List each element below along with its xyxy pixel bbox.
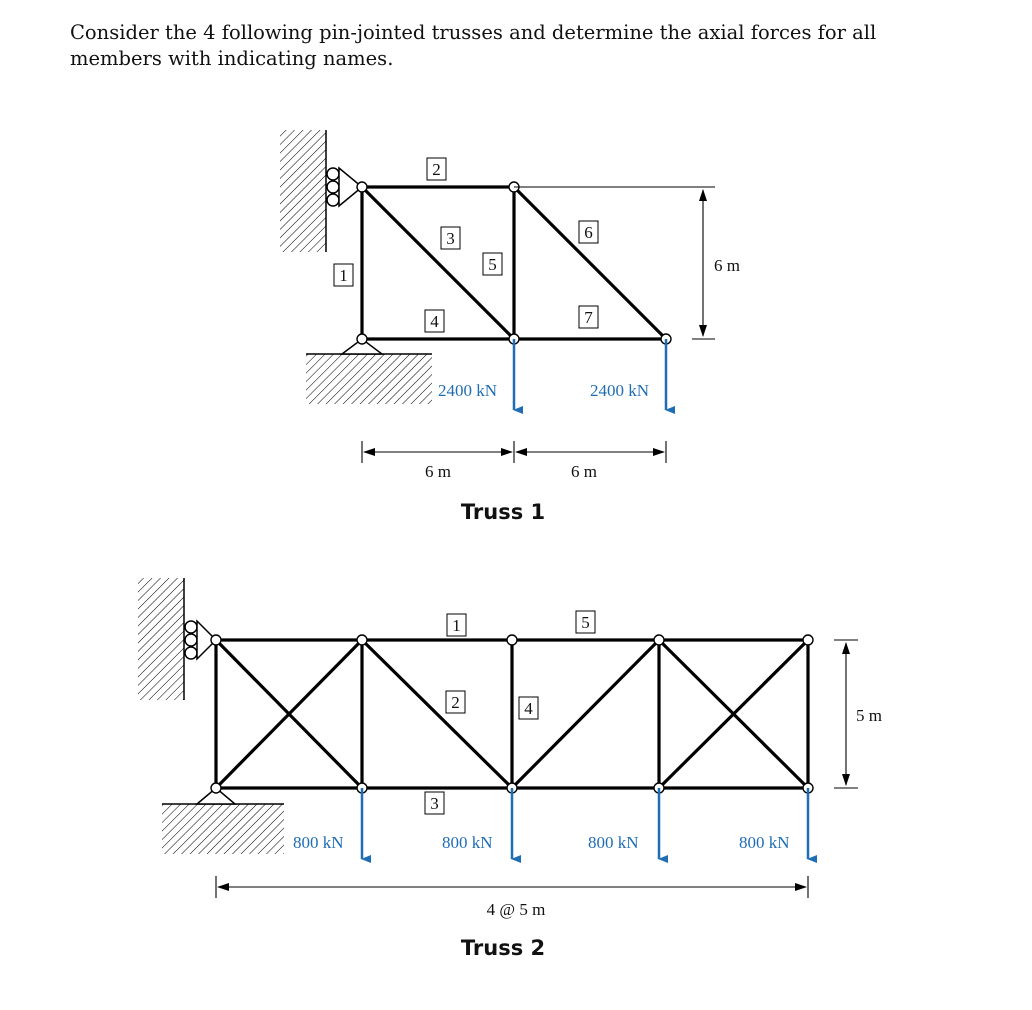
member-label-t2-1 [447,614,466,636]
svg-text:3: 3 [446,229,455,248]
member-label-t2-5 [576,611,595,633]
dim-span-label-t2: 4 @ 5 m [486,900,546,919]
wall-hatch-t2 [138,578,184,700]
dim-span-label-t1-right: 6 m [571,462,597,481]
ground-hatch-t2 [162,804,284,854]
svg-text:6: 6 [584,223,593,242]
member-label-5 [483,253,502,275]
question-text: Consider the 4 following pin-jointed trusses and determine the axial forces for all members with indicating names. [70,21,877,70]
member-label-3 [441,227,460,249]
dim-span-label-t1-left: 6 m [425,462,451,481]
svg-text:7: 7 [584,308,593,327]
svg-text:1: 1 [339,266,348,285]
svg-text:1: 1 [452,616,461,635]
member-label-2 [427,158,446,180]
dim-height-label-t1: 6 m [714,256,740,275]
load-label-t2-a: 800 kN [293,833,344,852]
truss-1 [280,130,740,524]
member-label-6 [579,221,598,243]
load-label-t2-d: 800 kN [739,833,790,852]
wall-hatch [280,130,326,252]
member-label-t2-4 [519,697,538,719]
svg-text:3: 3 [430,794,439,813]
truss-1-title: Truss 1 [460,500,546,524]
svg-text:2: 2 [451,693,460,712]
load-label-t1-b: 2400 kN [590,381,650,400]
svg-text:5: 5 [488,255,497,274]
load-label-t2-b: 800 kN [442,833,493,852]
load-label-t1-a: 2400 kN [438,381,498,400]
truss-2-title: Truss 2 [460,936,546,960]
member-label-4 [425,310,444,332]
svg-text:4: 4 [524,699,533,718]
svg-text:2: 2 [432,160,441,179]
svg-text:4: 4 [430,312,439,331]
svg-text:5: 5 [581,613,590,632]
member-label-t2-3 [425,792,444,814]
member-label-7 [579,306,598,328]
member-label-t2-2 [446,691,465,713]
ground-hatch [306,354,432,404]
member-label-1 [334,264,353,286]
truss-2 [138,578,882,960]
load-label-t2-c: 800 kN [588,833,639,852]
member-t2-2 [362,640,512,788]
dim-height-label-t2: 5 m [856,706,882,725]
